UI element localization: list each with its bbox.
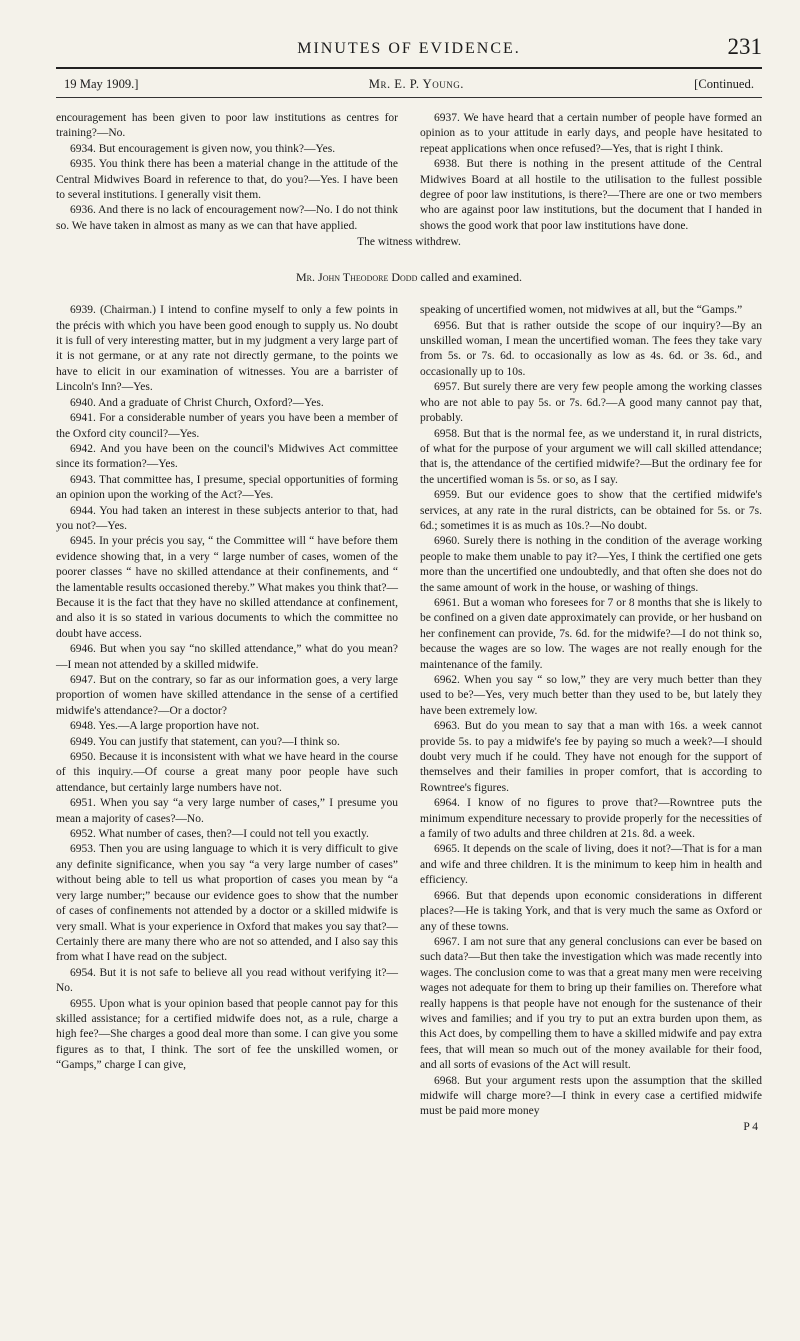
paragraph: 6948. Yes.—A large proportion have not. bbox=[70, 720, 260, 733]
header-rule bbox=[56, 67, 762, 69]
paragraph: 6944. You had taken an interest in these subjects anterior to that, had you not?—Yes. bbox=[56, 504, 398, 532]
paragraph: 6937. We have heard that a certain number of people have formed an opinion as to your attitude in early days, and people have hesitated to repeat applications when once refused?—Yes, that is right I think. bbox=[420, 112, 762, 155]
paragraph: 6968. But your argument rests upon the assumption that the skilled midwife will charge more?—I think in every case a certified midwife must be paid more money bbox=[420, 1074, 762, 1118]
paragraph: 6938. But there is nothing in the present attitude of the Central Midwives Board at all hostile to the utilisation to the fullest possible degree of poor law institutions, is there?—There are one or two members who are against poor law institutions, but the document that I handed in shows the good work that poor law institutions have done. bbox=[420, 158, 762, 232]
paragraph: speaking of uncertified women, not midwives at all, but the “Gamps.” bbox=[420, 304, 743, 317]
paragraph: 6958. But that is the normal fee, as we understand it, in rural districts, of what for the purpose of your argument we will call skilled attendance; that is, the attendance of the certified midwife?—But the ordinary fee for the uncertified woman is 5s. or so, as I say. bbox=[420, 427, 762, 486]
paragraph: 6936. And there is no lack of encouragement now?—No. I do not think so. We have taken in almost as many as we can that have applied. bbox=[56, 204, 398, 232]
running-title: MINUTES OF EVIDENCE. bbox=[297, 40, 521, 57]
page-number: 231 bbox=[727, 34, 762, 59]
paragraph: 6941. For a considerable number of years you have been a member of the Oxford city council?—Yes. bbox=[56, 412, 398, 440]
paragraph: 6965. It depends on the scale of living, does it not?—That is for a man and wife and three children. It is the minimum to keep him in health and efficiency. bbox=[420, 843, 762, 887]
paragraph: 6934. But encouragement is given now, you think?—Yes. bbox=[70, 142, 336, 155]
paragraph: 6940. And a graduate of Christ Church, Oxford?—Yes. bbox=[70, 396, 324, 409]
paragraph: 6950. Because it is inconsistent with what we have heard in the course of this inquiry.—Of course a great many poor people have such attendance, but certainly large numbers have not. bbox=[56, 751, 398, 794]
paragraph: 6957. But surely there are very few people among the working classes who are not able to pay 5s. or 7s. 6d.?—A good many cannot pay that, probably. bbox=[420, 381, 762, 425]
header-underline bbox=[56, 97, 762, 98]
paragraph: 6943. That committee has, I presume, special opportunities of forming an opinion upon the working of the Act?—Yes. bbox=[56, 473, 398, 502]
paragraph: 6953. Then you are using language to which it is very difficult to give any definite significance, when you say “a very large number of cases” without being able to tell us what proportion of cases you mean by “a very large number;” because our evidence goes to show that the number of cases of confinements not attended by a doctor or a skilled midwife is very small. What is your experience in Oxford that makes you say that?—Certainly there are many there who are not so attended, and I also say this from what I have read on the subject. bbox=[56, 843, 398, 964]
paragraph: 6967. I am not sure that any general conclusions can ever be based on such data?—But then take the investigation which was made recently into wages. The conclusion come to was that a great many men were receiving wages not adequate for them to bring up their families on. Therefore what really happens is that people have not enough for the sustenance of their wives and families; and if you try to put an extra burden upon them, as this Act does, by compelling them to have a skilled midwife and pay extra fees, that will mean so much out of the money available for their food, and all sorts of evasions of the Act will result. bbox=[420, 935, 762, 1072]
witness-header: Mr. E. P. Young. bbox=[368, 77, 464, 91]
paragraph: 6963. But do you mean to say that a man with 16s. a week cannot provide 5s. to pay a midwife's fee by paying so much a week?—I should doubt very much if he could. They have not enough for the support of themselves and their families in proper comfort, that is according to Rowntree's figures. bbox=[420, 720, 762, 794]
paragraph: 6949. You can justify that statement, can you?—I think so. bbox=[70, 735, 340, 748]
paragraph: 6935. You think there has been a material change in the attitude of the Central Midwives Board in reference to that, do you?—Yes. I have been to several institutions. I generally visit them. bbox=[56, 158, 398, 202]
paragraph: encouragement has been given to poor law institutions as centres for training?—No. bbox=[56, 112, 398, 140]
section-1 bbox=[56, 111, 762, 234]
section-2 bbox=[56, 303, 762, 1120]
section-1-left-column bbox=[56, 111, 398, 234]
paragraph: 6966. But that depends upon economic considerations in different places?—He is taking York, and that is very much the same as Oxford or any of these towns. bbox=[420, 889, 762, 933]
paragraph: 6964. I know of no figures to prove that?—Rowntree puts the minimum expenditure necessary to provide properly for the necessities of a family of two adults and three children at 21s. 8d. a week. bbox=[420, 797, 762, 841]
session-date: 19 May 1909.] bbox=[64, 77, 139, 91]
witness-called-text: called and examined. bbox=[417, 270, 522, 285]
paragraph: 6955. Upon what is your opinion based that people cannot pay for this skilled assistance; for a certified midwife does not, as a rule, charge a high fee?—She charges a good deal more than some. I can give you some figures as to that, I think. The sort of fee the unskilled women, or “Gamps,” charge I can give, bbox=[56, 997, 398, 1072]
witness-name: Mr. John Theodore Dodd bbox=[296, 270, 418, 285]
paragraph: 6951. When you say “a very large number of cases,” I presume you mean a majority of cases?—No. bbox=[56, 797, 398, 825]
paragraph: 6954. But it is not safe to believe all you read without verifying it?—No. bbox=[56, 966, 398, 995]
paragraph: 6945. In your précis you say, “ the Committee will “ have before them evidence showing that, in a very “ large number of cases, women of the poorer classes “ have no skilled attendance at their confinements, and “ the lamentable results occasioned thereby.” What makes you think that?—Because it is the fact that they have no skilled attendance at confinement, and also it is so stated in various documents to which the committee no doubt have access. bbox=[56, 535, 399, 640]
paragraph: 6942. And you have been on the council's Midwives Act committee since its formation?—Yes. bbox=[56, 442, 398, 471]
section-2-right-column bbox=[420, 303, 762, 1120]
header-line bbox=[56, 77, 762, 97]
section-2-left-column bbox=[56, 303, 398, 1120]
paragraph: 6956. But that is rather outside the scope of our inquiry?—By an unskilled woman, I mean the uncertified woman. The fees they take vary from 5s. or 7s. 6d. to occasionally as low as 4s. 6d. or 3s. 6d., and occasionally up to 10s. bbox=[420, 319, 762, 378]
paragraph: 6959. But our evidence goes to show that the certified midwife's services, at any rate in the rural districts, can be obtained for 5s. or 7s. 6d.; sometimes it is as much as 10s.?—No doubt. bbox=[420, 489, 762, 532]
document-page bbox=[56, 34, 762, 1133]
witness-withdrew: The witness withdrew. bbox=[357, 236, 461, 249]
paragraph: 6962. When you say “ so low,” they are very much better than they used to be?—Yes, very much better than they used to be, but lately they have been extremely low. bbox=[420, 674, 762, 717]
paragraph: 6939. (Chairman.) I intend to confine myself to only a few points in the précis with which you have been good enough to supply us. No doubt it is full of very interesting matter, but in my judgment a very large part of it is not germane, or at any rate not directly germane, to the points we have to elicit in our examination of witnesses. You are a barrister of Lincoln's Inn?—Yes. bbox=[56, 304, 398, 394]
witness-introduction bbox=[56, 270, 762, 285]
section-1-right-column bbox=[420, 111, 762, 234]
paragraph: 6952. What number of cases, then?—I could not tell you exactly. bbox=[70, 828, 369, 841]
signature-mark: P 4 bbox=[743, 1120, 758, 1133]
paragraph: 6946. But when you say “no skilled attendance,” what do you mean?—I mean not attended by a skilled midwife. bbox=[56, 643, 398, 671]
paragraph: 6961. But a woman who foresees for 7 or 8 months that she is likely to be confined on a given date approximately can provide, or her husband on her confinement can provide, 7s. 6d. for the midwife?—I do not think so, because the wages are so low. The wages are not really enough for the maintenance of the family. bbox=[420, 596, 762, 671]
continued-label: [Continued. bbox=[694, 77, 754, 91]
paragraph: 6960. Surely there is nothing in the condition of the average working people to make them unable to pay it?—Yes, I think the certified one gets more than the uncertified one undoubtedly, and that often she does not do the same amount of work in the house, or washing of things. bbox=[420, 535, 762, 594]
paragraph: 6947. But on the contrary, so far as our information goes, a very large proportion of women have skilled attendance in the sense of a certified midwife's attendance?—Or a doctor? bbox=[56, 674, 398, 717]
